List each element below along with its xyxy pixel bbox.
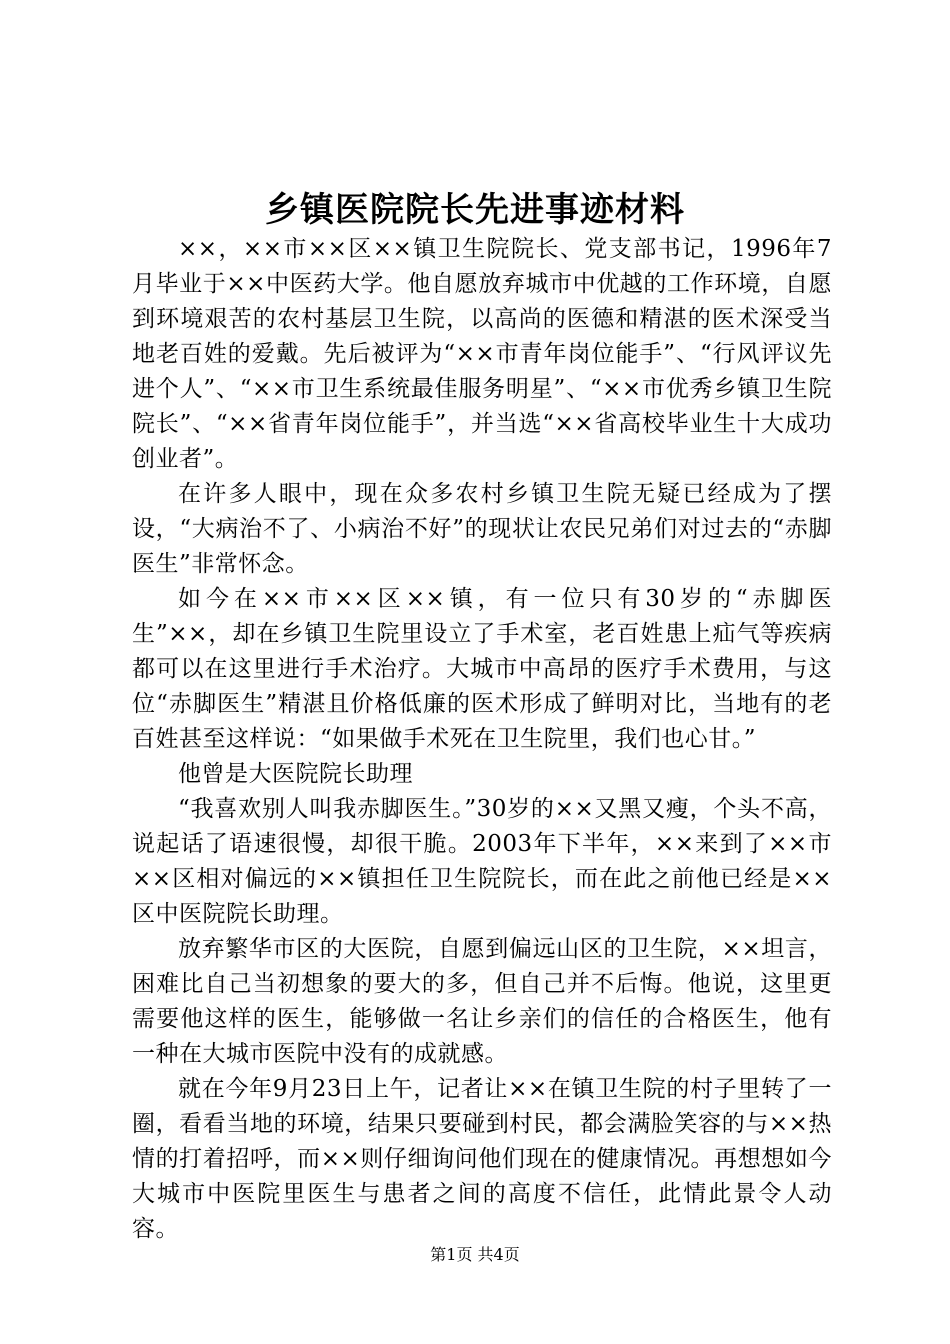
paragraph: ××，××市××区××镇卫生院院长、党支部书记，1996年7月毕业于××中医药大学。他自愿放弃城市中优越的工作环境，自愿到环境艰苦的农村基层卫生院，以高尚的医德和精湛的医术深受当地老百姓的爱戴。先后被评为“××市青年岗位能手”、“行风评议先进个人”、“××市卫生系统最佳服务明星”、“××市优秀乡镇卫生院院长”、“××省青年岗位能手”，并当选“××省高校毕业生十大成功创业者”。 (132, 236, 832, 472)
paragraph: 在许多人眼中，现在众多农村乡镇卫生院无疑已经成为了摆设，“大病治不了、小病治不好”的现状让农民兄弟们对过去的“赤脚医生”非常怀念。 (132, 481, 832, 577)
paragraph: 就在今年9月23日上午，记者让××在镇卫生院的村子里转了一圈，看看当地的环境，结果只要碰到村民，都会满脸笑容的与××热情的打着招呼，而××则仔细询问他们现在的健康情况。再想想如今大城市中医院里医生与患者之间的高度不信任，此情此景令人动容。 (132, 1076, 832, 1242)
paragraph: “我喜欢别人叫我赤脚医生。”30岁的××又黑又瘦，个头不高，说起话了语速很慢，却很干脆。2003年下半年，××来到了××市××区相对偏远的××镇担任卫生院院长，而在此之前他已经是××区中医院院长助理。 (132, 796, 832, 927)
document-title: 乡镇医院院长先进事迹材料 (265, 190, 685, 230)
document-body (132, 232, 832, 1247)
page-number-footer: 第1页 共4页 (430, 1245, 520, 1264)
section-heading: 他曾是大医院院长助理 (178, 761, 413, 787)
paragraph: 放弃繁华市区的大医院，自愿到偏远山区的卫生院，××坦言，困难比自己当初想象的要大的多，但自己并不后悔。他说，这里更需要他这样的医生，能够做一名让乡亲们的信任的合格医生，他有一种在大城市医院中没有的成就感。 (132, 936, 832, 1067)
paragraph: 如今在××市××区××镇，有一位只有30岁的“赤脚医生”××，却在乡镇卫生院里设立了手术室，老百姓患上疝气等疾病都可以在这里进行手术治疗。大城市中高昂的医疗手术费用，与这位“赤脚医生”精湛且价格低廉的医术形成了鲜明对比，当地有的老百姓甚至这样说：“如果做手术死在卫生院里，我们也心甘。” (132, 586, 832, 752)
